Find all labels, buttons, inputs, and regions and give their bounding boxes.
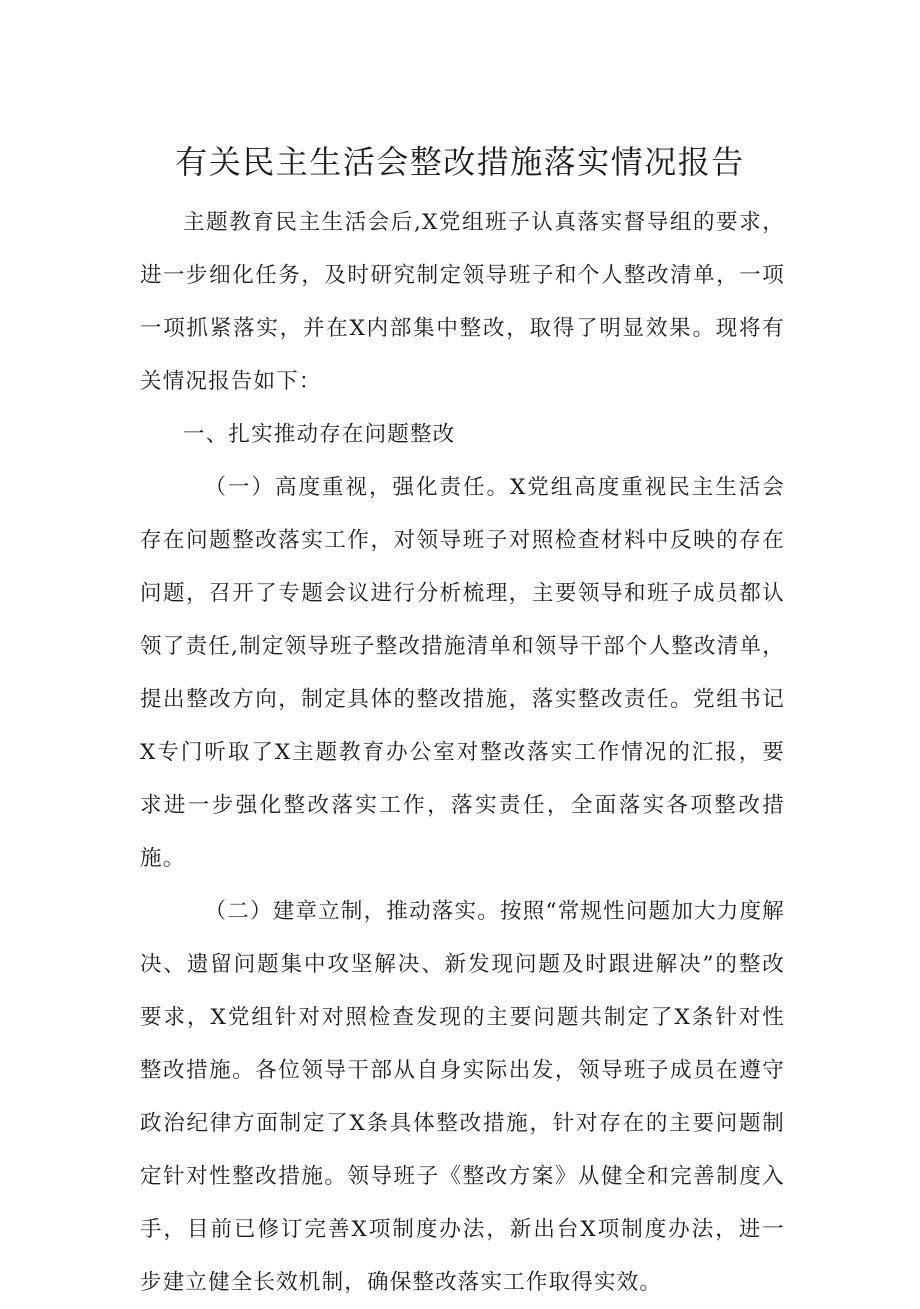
section-heading: 一、扎实推动存在问题整改 (183, 422, 456, 447)
document-body (140, 196, 785, 1309)
subsection-paragraph-1: （一）高度重视，强化责任。X党组高度重视民主生活会存在问题整改落实工作，对领导班子对照检查材料中反映的存在问题，召开了专题会议进行分析梳理，主要领导和班子成员都认领了责任,制定领导班子整改措施清单和领导干部个人整改清单，提出整改方向，制定具体的整改措施，落实整改责任。党组书记X专门听取了X主题教育办公室对整改落实工作情况的汇报，要求进一步强化整改落实工作，落实责任，全面落实各项整改措施。 (140, 475, 785, 871)
subsection-paragraph-2: （二）建章立制，推动落实。按照“常规性问题加大力度解决、遗留问题集中攻坚解决、新发现问题及时跟进解决”的整改要求，X党组针对对照检查发现的主要问题共制定了X条针对性整改措施。各位领导干部从自身实际出发，领导班子成员在遵守政治纪律方面制定了X条具体整改措施，针对存在的主要问题制定针对性整改措施。领导班子《整改方案》从健全和完善制度入手，目前已修订完善X项制度办法，新出台X项制度办法，进一步建立健全长效机制，确保整改落实工作取得实效。 (140, 899, 785, 1295)
intro-paragraph: 主题教育民主生活会后,X党组班子认真落实督导组的要求，进一步细化任务，及时研究制定领导班子和个人整改清单，一项一项抓紧落实，并在X内部集中整改，取得了明显效果。现将有关情况报告如下： (140, 210, 785, 394)
document-title: 有关民主生活会整改措施落实情况报告 (175, 143, 745, 181)
